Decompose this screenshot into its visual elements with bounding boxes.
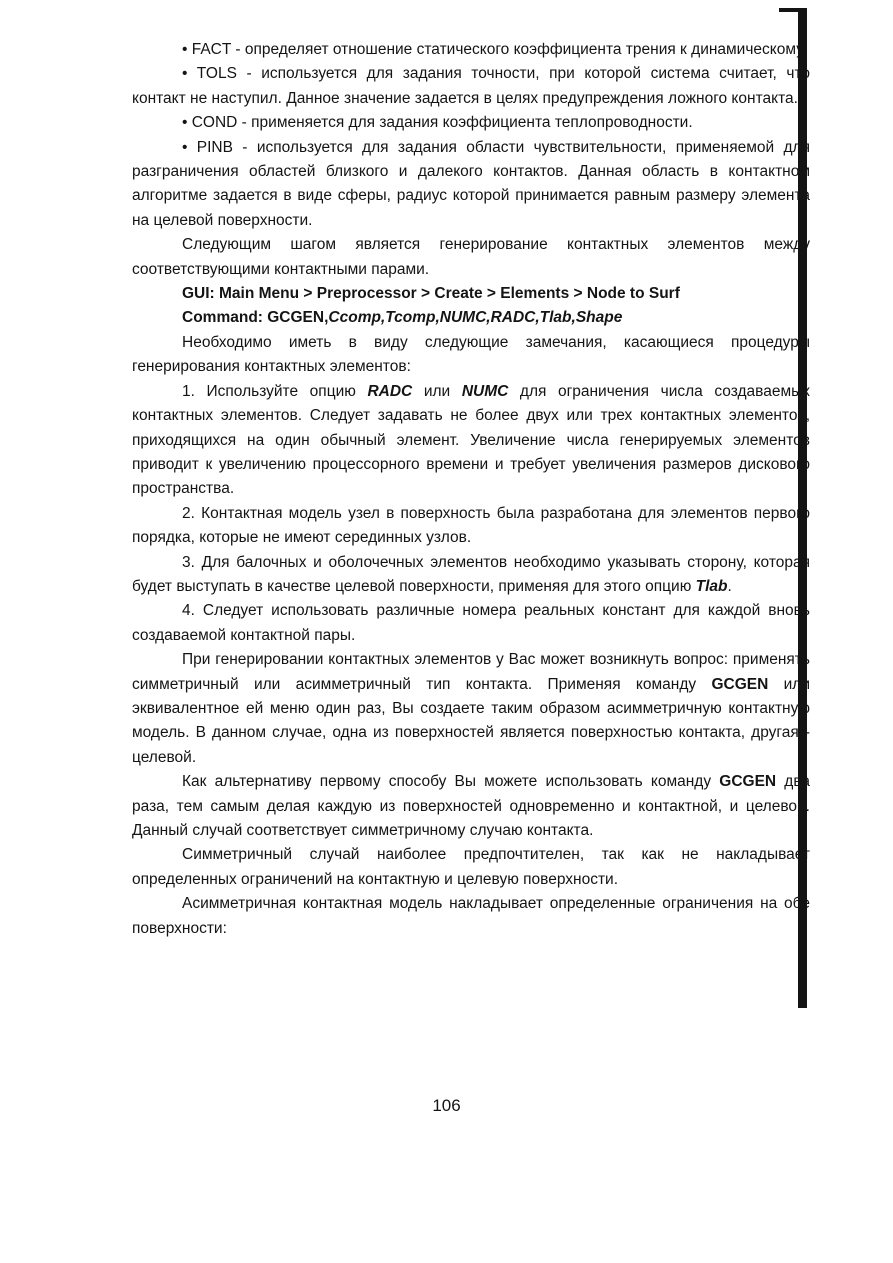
remark-3-text-c: . [727, 577, 732, 595]
paragraph-asymmetric-text-c: или эквивалентное ей меню один раз, Вы создаете таким образом асимметричную контактную модель. В данном случае, одна из поверхностей является поверхностью контакта, другая - целевой. [132, 675, 811, 766]
keyword-numc: NUMC [461, 382, 509, 400]
remark-1-text-e: для ограничения числа создаваемых контактных элементов. Следует задавать не более двух или трех контактных элементов, приходящихся на один обычный элемент. Увеличение числа генерируемых элементов приводит к увеличению процессорного времени и требует увеличения размеров дискового пространства. [132, 382, 811, 498]
command-label: Command: GCGEN, [182, 309, 329, 327]
paragraph-symmetric: Симметричный случай наиболее предпочтителен, так как не накладывает определенных ограничений на контактную и целевую поверхности. [132, 846, 810, 888]
page-number: 106 [432, 1096, 461, 1115]
page-body [132, 38, 810, 941]
paragraph-alternative-text-c: два раза, тем самым делая каждую из поверхностей одновременно и контактной, и целевой. Данный случай соответствует симметричному случаю контакта. [132, 773, 810, 839]
bullet-tols: • TOLS - используется для задания точности, при которой система считает, что контакт не наступил. Данное значение задается в целях предупреждения ложного контакта. [132, 65, 810, 107]
keyword-gcgen-2: GCGEN [719, 773, 777, 791]
keyword-gcgen: GCGEN [711, 675, 769, 693]
remark-1-text-a: 1. Используйте опцию [182, 382, 368, 400]
paragraph-asymmetric [132, 648, 810, 770]
paragraph-asymmetric-text-a: При генерировании контактных элементов у Вас может возникнуть вопрос: применять симметричный или асимметричный тип контакта. Применяя команду [132, 651, 810, 693]
gui-path: GUI: Main Menu > Preprocessor > Create > Elements > Node to Surf [182, 285, 680, 303]
command-line [132, 306, 810, 330]
remark-2: 2. Контактная модель узел в поверхность была разработана для элементов первого порядка, которые не имеют серединных узлов. [132, 504, 810, 547]
paragraph-next-step: Следующим шагом является генерирование контактных элементов между соответствующими контактными парами. [132, 236, 810, 278]
bullet-fact: • FACT - определяет отношение статического коэффициента трения к динамическому. [182, 41, 807, 58]
paragraph-asymmetric-limits: Асимметричная контактная модель накладывает определенные ограничения на обе поверхности: [132, 895, 810, 937]
remark-1 [132, 380, 810, 502]
bullet-pinb: • PINB - используется для задания области чувствительности, применяемой для разграничения областей близкого и далекого контактов. Данная область в контактном алгоритме задается в виде сферы, радиус которой принимается равным размеру элемента на целевой поверхности. [132, 138, 810, 229]
keyword-radc: RADC [367, 382, 413, 400]
remark-3 [132, 551, 810, 600]
remark-4: 4. Следует использовать различные номера реальных констант для каждой вновь создаваемой контактной пары. [132, 602, 810, 644]
remark-3-text-a: 3. Для балочных и оболочечных элементов необходимо указывать сторону, которая будет выступать в качестве целевой поверхности, применяя для этого опцию [132, 553, 810, 595]
paragraph-remarks-intro: Необходимо иметь в виду следующие замечания, касающиеся процедуры генерирования контактных элементов: [132, 333, 810, 376]
paragraph-alternative-text-a: Как альтернативу первому способу Вы можете использовать команду [182, 773, 720, 791]
bullet-cond: • COND - применяется для задания коэффициента теплопроводности. [182, 114, 693, 132]
keyword-tlab: Tlab [695, 577, 728, 595]
command-args: Ccomp,Tcomp,NUMC,RADC,Tlab,Shape [328, 309, 623, 327]
remark-1-text-c: или [412, 382, 462, 400]
paragraph-alternative [132, 770, 810, 843]
